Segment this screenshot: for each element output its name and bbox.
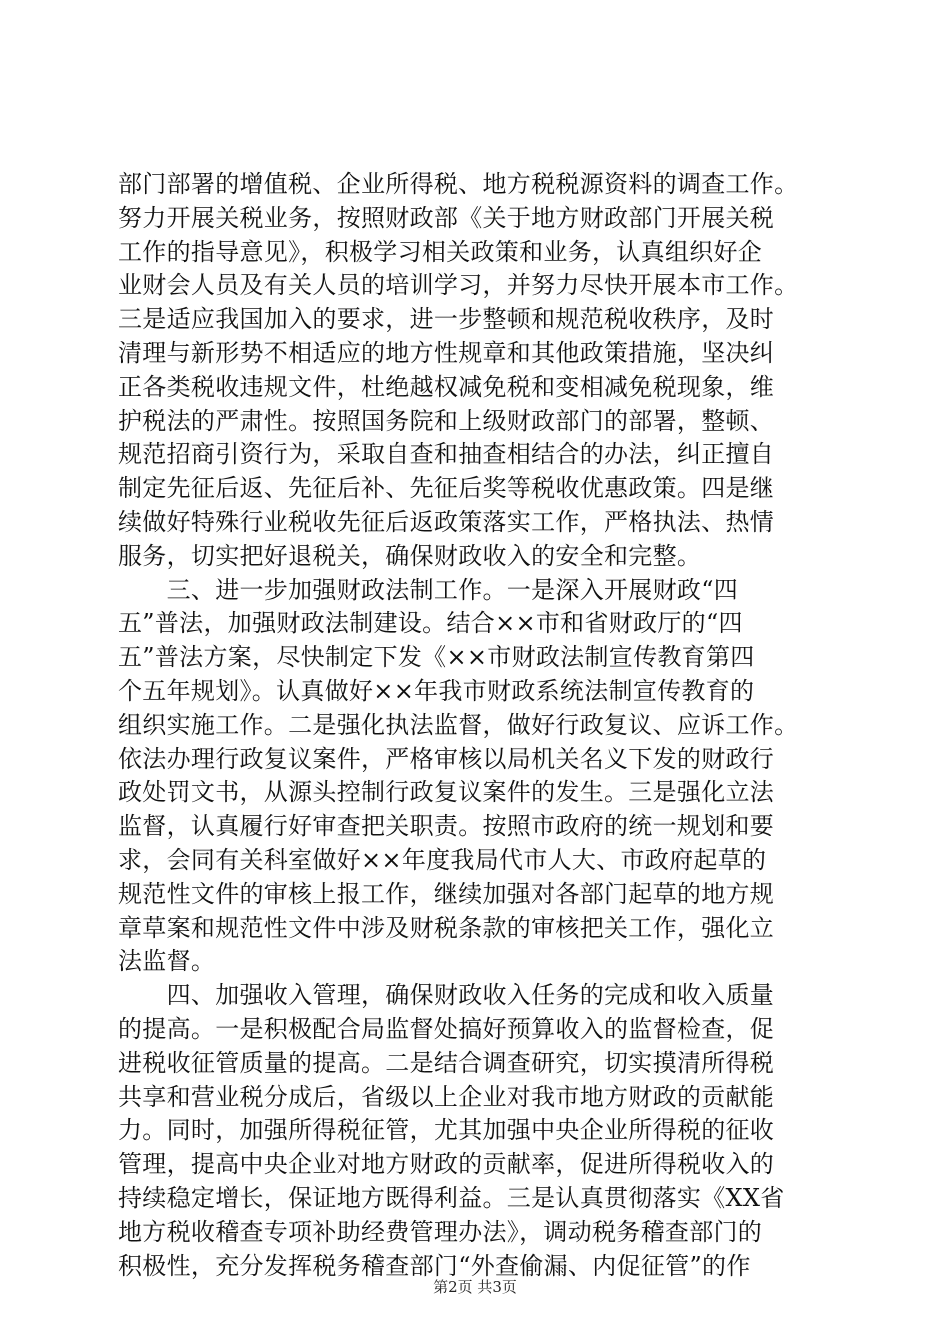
text-line: 规范性文件的审核上报工作，继续加强对各部门起草的地方规 (118, 879, 775, 908)
text-line: 规范招商引资行为，采取自查和抽查相结合的办法，纠正擅自 (118, 440, 775, 469)
text-line: 正各类税收违规文件，杜绝越权减免税和变相减免税现象，维 (118, 372, 775, 401)
text-line: 依法办理行政复议案件，严格审核以局机关名义下发的财政行 (118, 744, 775, 773)
text-line: 护税法的严肃性。按照国务院和上级财政部门的部署，整顿、 (118, 406, 775, 435)
text-line: 三是适应我国加入的要求，进一步整顿和规范税收秩序，及时 (118, 305, 775, 334)
text-line: 努力开展关税业务，按照财政部《关于地方财政部门开展关税 (118, 203, 775, 232)
text-line: 部门部署的增值税、企业所得税、地方税税源资料的调查工作。 (118, 170, 799, 198)
document-body (118, 168, 838, 1283)
text-line: 五”普法，加强财政法制建设。结合××市和省财政厅的“四 (118, 609, 743, 638)
text-line: 积极性，充分发挥税务稽查部门“外查偷漏、内促征管”的作 (118, 1251, 751, 1280)
text-line: 政处罚文书，从源头控制行政复议案件的发生。三是强化立法 (118, 778, 775, 807)
text-line: 的提高。一是积极配合局监督处搞好预算收入的监督检查，促 (118, 1014, 775, 1043)
text-line: 续做好特殊行业税收先征后返政策落实工作，严格执法、热情 (118, 507, 775, 536)
text-line: 业财会人员及有关人员的培训学习，并努力尽快开展本市工作。 (118, 271, 799, 300)
text-line: 个五年规划》。认真做好××年我市财政系统法制宣传教育的 (118, 676, 755, 705)
text-line: 工作的指导意见》，积极学习相关政策和业务，认真组织好企 (118, 237, 763, 266)
text-line: 章草案和规范性文件中涉及财税条款的审核把关工作，强化立 (118, 913, 775, 942)
text-line: 五”普法方案，尽快制定下发《××市财政法制宣传教育第四 (118, 643, 755, 672)
text-line: 法监督。 (118, 947, 216, 976)
text-line: 清理与新形势不相适应的地方性规章和其他政策措施，坚决纠 (118, 338, 775, 367)
text-line: 监督，认真履行好审查把关职责。按照市政府的统一规划和要 (118, 812, 775, 841)
paragraph-start-line: 三、进一步加强财政法制工作。一是深入开展财政“四 (118, 575, 739, 604)
text-line: 求，会同有关科室做好××年度我局代市人大、市政府起草的 (118, 845, 767, 874)
text-line: 制定先征后返、先征后补、先征后奖等税收优惠政策。四是继 (118, 474, 775, 503)
text-line: 共享和营业税分成后，省级以上企业对我市地方财政的贡献能 (118, 1082, 775, 1111)
text-line: 地方税收稽查专项补助经费管理办法》，调动税务稽查部门的 (118, 1217, 763, 1246)
text-line: 组织实施工作。二是强化执法监督，做好行政复议、应诉工作。 (118, 710, 799, 739)
text-line: 持续稳定增长，保证地方既得利益。三是认真贯彻落实《XX省 (118, 1183, 785, 1212)
text-line: 力。同时，加强所得税征管，尤其加强中央企业所得税的征收 (118, 1116, 775, 1145)
text-line: 服务，切实把好退税关，确保财政收入的安全和完整。 (118, 541, 702, 570)
text-line: 管理，提高中央企业对地方财政的贡献率，促进所得税收入的 (118, 1150, 775, 1179)
text-line: 进税收征管质量的提高。二是结合调查研究，切实摸清所得税 (118, 1048, 775, 1077)
paragraph-start-line: 四、加强收入管理，确保财政收入任务的完成和收入质量 (118, 981, 775, 1010)
page-footer: 第2页 共3页 (433, 1278, 517, 1296)
